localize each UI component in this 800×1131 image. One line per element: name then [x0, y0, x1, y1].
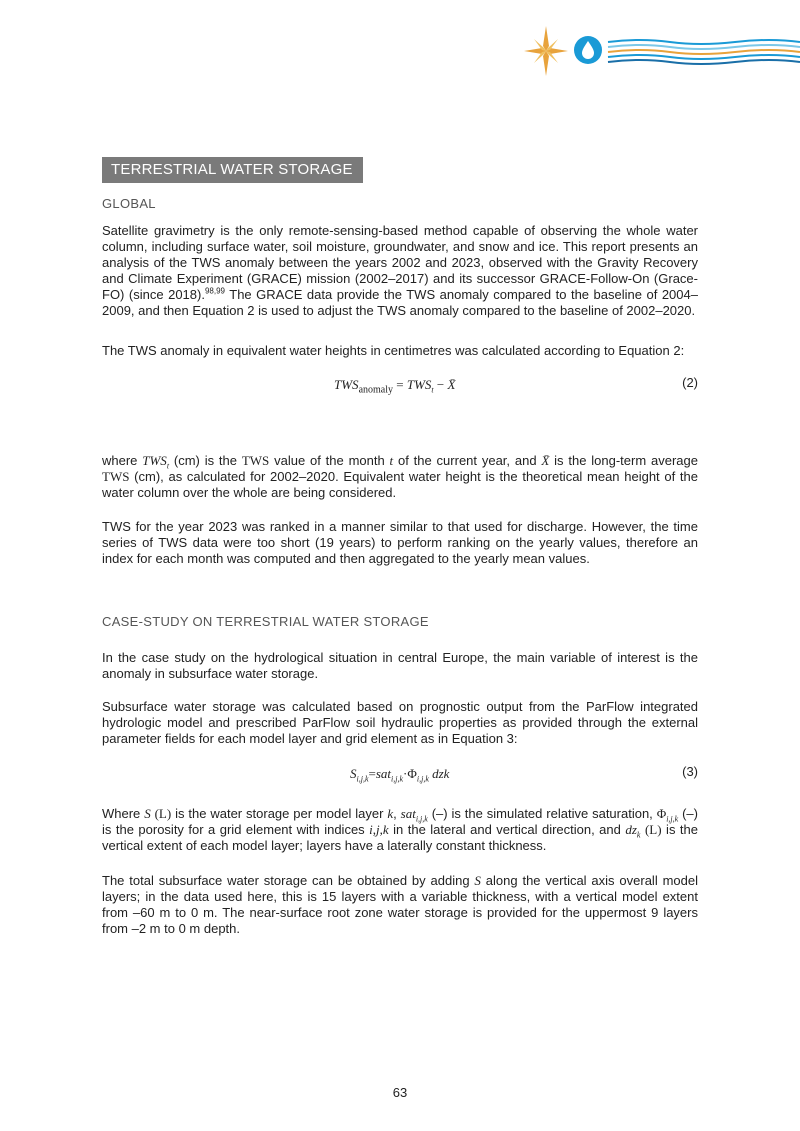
equation-2: $TWS_{anomaly} = TWS_t$ − X̄ (2)	[334, 375, 698, 396]
paragraph-subsurface: Subsurface water storage was calculated based on prognostic output from the ParFlow integrated hydrologic model and prescribed ParFlow soil hydraulic properties as provided through the external parameter fields for each model layer and grid element as in Equation 3:	[102, 699, 698, 746]
paragraph-variables: Where S (L) is the water storage per model layer k, sat$_{i,j,k}$ (–) is the simulated relative saturation, $\Phi_{i,j,k}$ (–) is the porosity for a grid element with indices i,j,k in the lateral and vertical direction, and $dz_k$ (L) is the vertical extent of each model layer; layers have a laterally constant thickness.	[102, 806, 698, 853]
equation-2-number: (2)	[682, 375, 698, 390]
reference-superscript: 98,99	[204, 286, 225, 296]
section-title: TERRESTRIAL WATER STORAGE	[102, 157, 363, 183]
paragraph-definitions: where $TWS_t$ (cm) is the TWS value of the month t of the current year, and X̄ is the long-term average TWS (cm), as calculated for 2002–2020. Equivalent water height is the theoretical mean height of the water column over the whole are being considered.	[102, 453, 698, 500]
subhead-case-study: CASE-STUDY ON TERRESTRIAL WATER STORAGE	[102, 614, 429, 629]
compass-star-icon	[524, 26, 568, 76]
logo-graphic	[520, 26, 800, 76]
paragraph-total-storage: The total subsurface water storage can be obtained by adding S along the vertical axis overall model layers; in the data used here, this is 15 layers with a variable thickness, with a vertical model extent from –60 m to 0 m. The near-surface root zone water storage is provided for the uppermost 9 layers from –2 m to 0 m depth.	[102, 873, 698, 936]
waves-icon	[608, 40, 800, 64]
paragraph-equation-intro: The TWS anomaly in equivalent water heights in centimetres was calculated according to Equation 2:	[102, 343, 685, 358]
paragraph-case-intro: In the case study on the hydrological situation in central Europe, the main variable of interest is the anomaly in subsurface water storage.	[102, 650, 698, 681]
paragraph-intro: Satellite gravimetry is the only remote-sensing-based method capable of observing the whole water column, including surface water, soil moisture, groundwater, and snow and ice. This report presents an analysis of the TWS anomaly between the years 2002 and 2023, observed with the Gravity Recovery and Climate Experiment (GRACE) mission (2002–2017) and its successor GRACE-Follow-On (Grace-FO) (since 2018).$^{98,99}$ The GRACE data provide the TWS anomaly compared to the baseline of 2004–2009, and then Equation 2 is used to adjust the TWS anomaly compared to the baseline of 2002–2020.	[102, 223, 698, 318]
page-number: 63	[392, 1085, 408, 1100]
equation-3-number: (3)	[682, 764, 698, 779]
subhead-global: GLOBAL	[102, 196, 156, 211]
equation-3: $S_{i,j,k}=sat_{i,j,k}\cdot\Phi_{i,j,k}$ dzk (3)	[350, 764, 698, 784]
paragraph-ranking: TWS for the year 2023 was ranked in a manner similar to that used for discharge. However, the time series of TWS data were too short (19 years) to perform ranking on the yearly values, therefore an index for each month was computed and then aggregated to the yearly mean values.	[102, 519, 698, 566]
